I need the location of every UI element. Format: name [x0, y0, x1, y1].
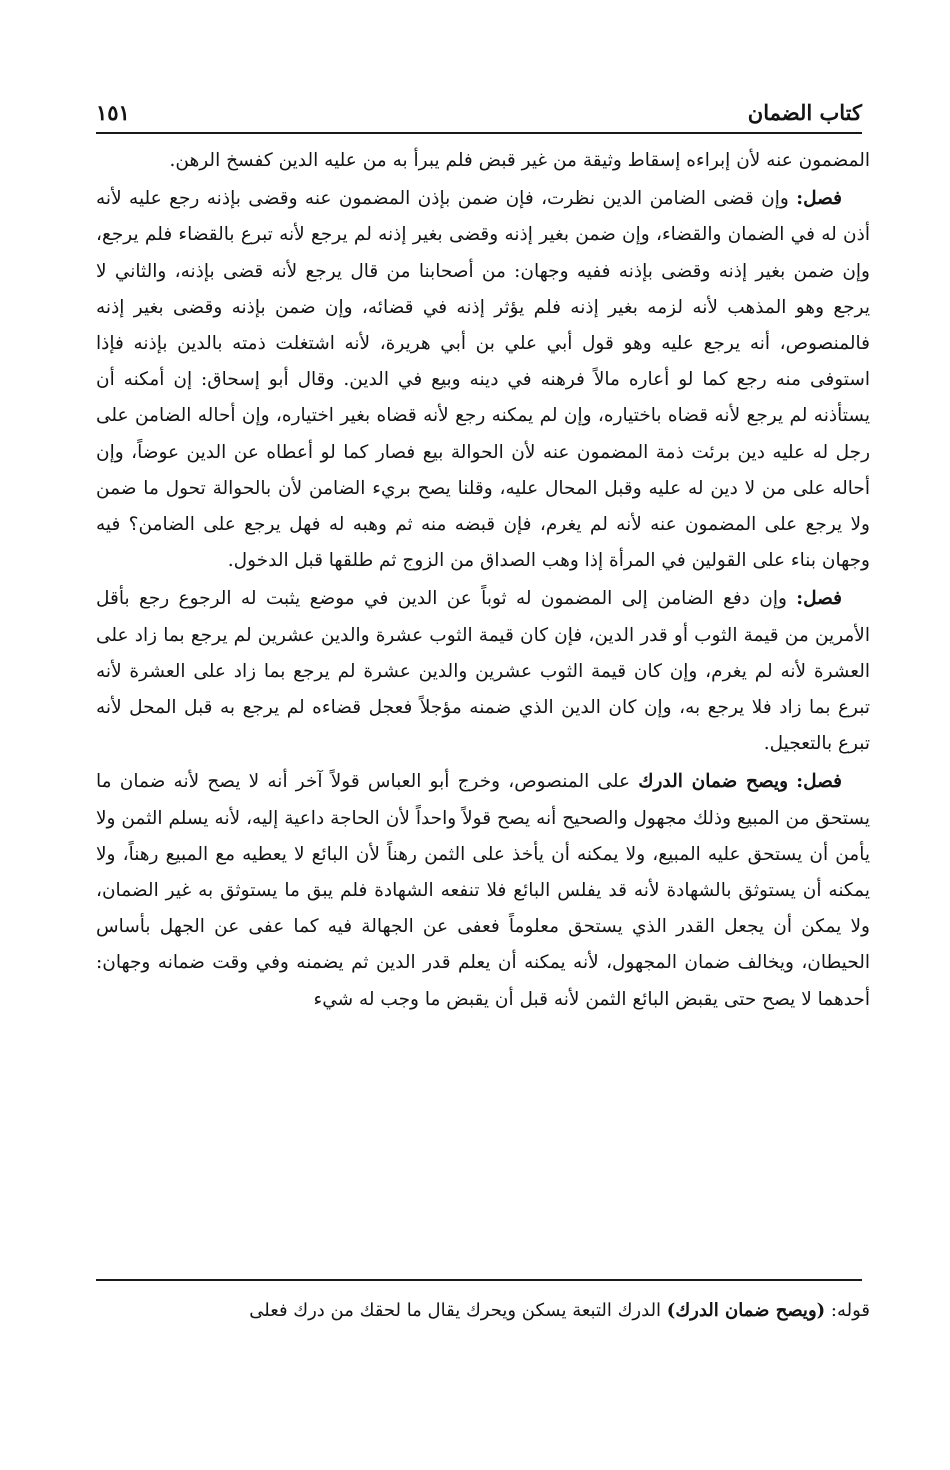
- paragraph-continuation: [96, 143, 870, 179]
- paragraph-text: وإن قضى الضامن الدين نظرت، فإن ضمن بإذن المضمون عنه وقضى بإذنه رجع عليه لأنه أذن له في الضمان والقضاء، وإن ضمن بغير إذنه وقضى بغير إذنه لم يرجع لأنه تبرع بالقضاء فلم يرجع، وإن ضمن بغير إذنه وقضى بإذنه ففيه وجهان: من أصحابنا من قال يرجع لأنه قضى بإذنه، والثاني لا يرجع وهو المذهب لأنه لزمه بغير إذنه فلم يؤثر إذنه في قضائه، وإن ضمن بإذنه وقضى بغير إذنه فالمنصوص، أنه يرجع عليه وهو قول أبي علي بن أبي هريرة، لأنه اشتغلت ذمته بالدين بإذنه فإذا استوفى منه رجع كما لو أعاره مالاً فرهنه في دينه وبيع في الدين. وقال أبو إسحاق: إن أمكنه أن يستأذنه لم يرجع لأنه قضاه باختياره، وإن لم يمكنه رجع لأنه قضاه بغير اختياره، وإن أحاله الضامن على رجل له عليه دين برئت ذمة المضمون عنه لأن الحوالة بيع فصار كما لو أعطاه عن الدين عوضاً، وإن أحاله على من لا دين له عليه وقبل المحال عليه، وقلنا يصح بريء الضامن لأن بالحوالة تحول ما ضمن ولا يرجع على المضمون عنه لأنه لم يغرم، فإن قبضه منه ثم وهبه له فهل يرجع على الضامن؟ فيه وجهان بناء على القولين في المرأة إذا وهب الصداق من الزوج ثم طلقها قبل الدخول.: [96, 188, 870, 572]
- page-number: ١٥١: [96, 99, 130, 125]
- footnote-divider: [96, 1279, 862, 1281]
- paragraph-text: على المنصوص، وخرج أبو العباس قولاً آخر أنه لا يصح لأنه ضمان ما يستحق من المبيع وذلك مجهول والصحيح أنه يصح قولاً واحداً لأن الحاجة داعية إليه، لأنه يسلم الثمن ولا يأمن أن يستحق عليه المبيع، ولا يمكنه أن يأخذ على الثمن رهناً لأن البائع لا يعطيه مع المبيع رهناً، ولا يمكنه أن يستوثق بالشهادة لأنه قد يفلس البائع فلا تنفعه الشهادة فلم يبق ما يستوثق به غير الضمان، ولا يمكن أن يجعل القدر الذي يستحق معلوماً فعفى عن الجهالة فيه كما عفى عن الجهل بأساس الحيطان، ويخالف ضمان المجهول، لأنه يمكنه أن يعلم قدر الدين ثم يضمنه وفي وقت ضمانه وجهان: أحدهما لا يصح حتى يقبض البائع الثمن لأنه قبل أن يقبض ما وجب له شيء: [96, 771, 870, 1010]
- footnote-text: الدرك التبعة يسكن ويحرك يقال ما لحقك من درك فعلى: [249, 1300, 662, 1321]
- paragraph-text: المضمون عنه لأن إبراءه إسقاط وثيقة من غير قبض فلم يبرأ به من عليه الدين كفسخ الرهن.: [169, 150, 870, 171]
- paragraph-section: [96, 764, 870, 1017]
- footnote: [96, 1294, 870, 1328]
- footnote-bold-phrase: (ويصح ضمان الدرك): [666, 1300, 826, 1321]
- section-label: فصل:: [796, 188, 842, 210]
- paragraph-section: [96, 181, 870, 579]
- section-label: فصل:: [796, 588, 842, 610]
- running-title: كتاب الضمان: [747, 99, 862, 125]
- footnote-prefix: قوله:: [830, 1300, 870, 1321]
- paragraph-text: وإن دفع الضامن إلى المضمون له ثوباً عن الدين في موضع يثبت له الرجوع رجع بأقل الأمرين من قيمة الثوب أو قدر الدين، فإن كان قيمة الثوب عشرة والدين عشرين لم يرجع بما زاد على العشرة لأنه لم يغرم، وإن كان قيمة الثوب عشرين والدين عشرة لم يرجع بما زاد على العشرة لأنه تبرع بما زاد فلا يرجع به، وإن كان الدين الذي ضمنه مؤجلاً فعجل قضاءه لم يرجع به قبل المحل لأنه تبرع بالتعجيل.: [96, 588, 870, 755]
- main-text: [96, 143, 870, 1018]
- page-header: [96, 92, 862, 134]
- bold-phrase: ويصح ضمان الدرك: [638, 771, 789, 793]
- section-label: فصل:: [796, 771, 842, 793]
- paragraph-section: [96, 581, 870, 762]
